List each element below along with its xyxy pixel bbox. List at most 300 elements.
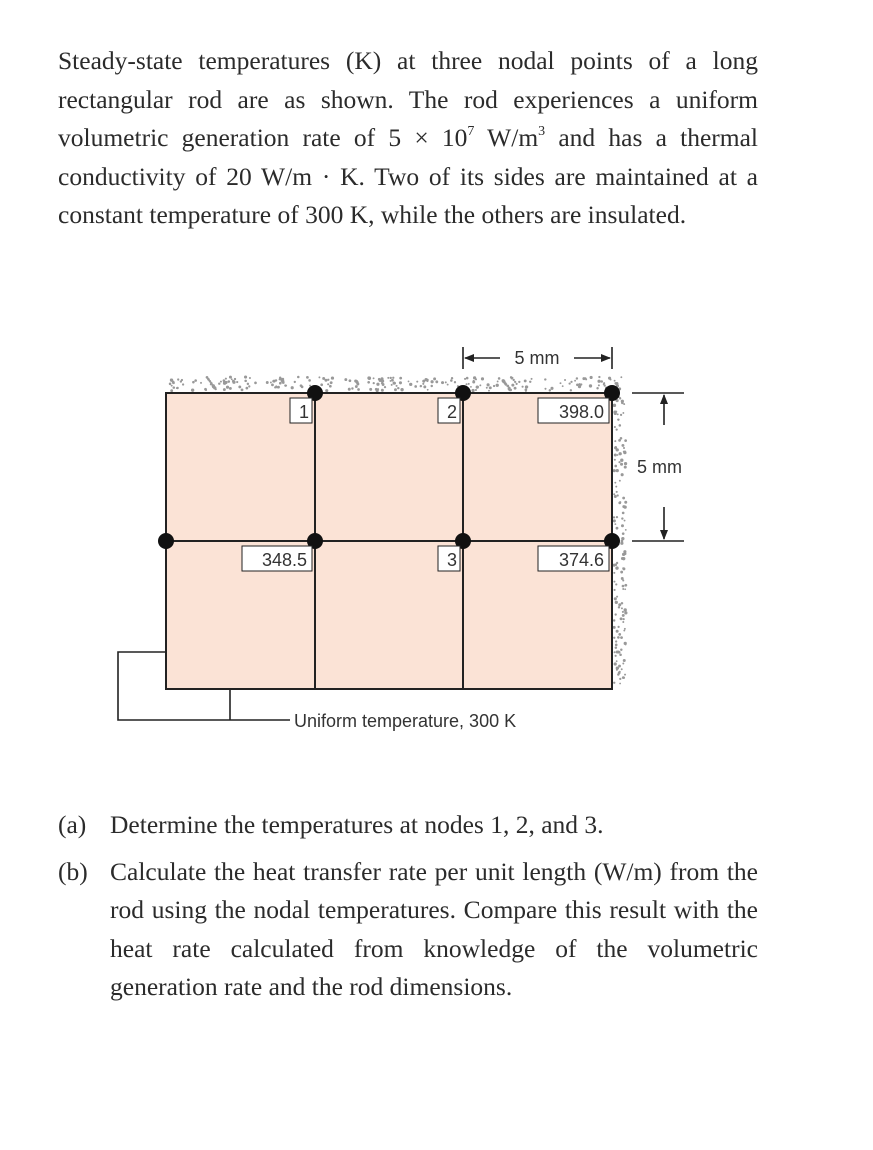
insulation-dot: [241, 388, 244, 391]
insulation-dot: [617, 673, 619, 675]
insulation-dot: [414, 385, 417, 388]
insulation-dot: [514, 381, 516, 383]
insulation-dot: [598, 376, 600, 378]
insulation-dot: [200, 382, 202, 384]
insulation-dot: [427, 389, 429, 391]
insulation-dot: [615, 446, 617, 448]
insulation-dot: [234, 378, 236, 380]
insulation-dot: [621, 524, 624, 527]
insulation-dot: [170, 389, 173, 392]
insulation-dot: [616, 596, 618, 598]
insulation-dot: [481, 377, 484, 380]
insulation-dot: [433, 377, 436, 380]
insulation-dot: [445, 381, 447, 383]
insulation-dot: [619, 424, 622, 427]
insulation-dot: [367, 376, 370, 379]
insulation-dot: [560, 382, 562, 384]
temperature-mid-left: 348.5: [261, 550, 307, 570]
insulation-dot: [244, 380, 247, 383]
insulation-dot: [614, 380, 616, 382]
insulation-dot: [430, 380, 433, 383]
insulation-dot: [614, 426, 616, 428]
insulation-dot: [589, 384, 592, 387]
insulation-dot: [218, 382, 220, 384]
insulation-dot: [390, 377, 392, 379]
question-list: [58, 806, 758, 1015]
insulation-dot: [279, 382, 282, 385]
insulation-dot: [223, 380, 225, 382]
insulation-dot: [613, 589, 615, 591]
insulation-dot: [392, 377, 394, 379]
insulation-dot: [324, 379, 327, 382]
insulation-dot: [620, 414, 622, 416]
insulation-dot: [621, 517, 623, 519]
insulation-dot: [399, 381, 402, 384]
insulation-dot: [624, 628, 626, 630]
insulation-dot: [376, 383, 379, 386]
insulation-dot: [488, 390, 490, 392]
insulation-dot: [622, 676, 625, 679]
insulation-dot: [624, 584, 627, 587]
insulation-dot: [531, 378, 533, 380]
insulation-dot: [487, 383, 490, 386]
insulation-dot: [615, 486, 617, 488]
insulation-dot: [297, 376, 300, 379]
insulation-dot: [391, 384, 393, 386]
insulation-dot: [373, 382, 375, 384]
insulation-dot: [349, 379, 352, 382]
insulation-dot: [576, 377, 578, 379]
insulation-dot: [285, 385, 287, 387]
insulation-dot: [616, 429, 618, 431]
insulation-dot: [194, 379, 197, 382]
insulation-dot: [624, 520, 626, 522]
top-dimension-label: 5 mm: [514, 348, 560, 368]
insulation-dot: [525, 390, 527, 392]
insulation-dot: [272, 380, 274, 382]
insulation-dot: [238, 385, 241, 388]
insulation-dot: [390, 380, 392, 382]
insulation-dot: [617, 454, 619, 456]
insulation-dot: [613, 493, 615, 495]
question-tag: (b): [58, 856, 88, 886]
node-label-2: 2: [446, 402, 457, 422]
insulation-dot: [394, 388, 397, 391]
insulation-dot: [617, 494, 619, 496]
insulation-dot: [544, 388, 546, 390]
insulation-dot: [623, 659, 626, 662]
insulation-dot: [550, 387, 553, 390]
insulation-dot: [518, 381, 520, 383]
insulation-dot: [516, 383, 518, 385]
insulation-dot: [300, 384, 303, 387]
insulation-dot: [615, 646, 617, 648]
insulation-dot: [400, 388, 403, 391]
insulation-dot: [476, 385, 479, 388]
insulation-dot: [226, 386, 229, 389]
insulation-dot: [619, 480, 621, 482]
insulation-dot: [613, 637, 615, 639]
insulation-dot: [170, 379, 173, 382]
insulation-dot: [619, 683, 621, 685]
insulation-dot: [173, 386, 176, 389]
insulation-dot: [582, 377, 585, 380]
insulation-dot: [617, 626, 619, 628]
insulation-dot: [617, 413, 619, 415]
insulation-dot: [623, 447, 625, 449]
insulation-dot: [569, 383, 571, 385]
insulation-dot: [381, 389, 384, 392]
insulation-dot: [614, 482, 616, 484]
insulation-dot: [619, 501, 621, 503]
insulation-dot: [622, 567, 624, 569]
insulation-dot: [622, 621, 624, 623]
insulation-dot: [223, 388, 226, 391]
insulation-dot: [614, 651, 616, 653]
insulation-dot: [600, 380, 603, 383]
insulation-dot: [621, 607, 623, 609]
insulation-dot: [616, 527, 619, 530]
insulation-dot: [624, 611, 627, 614]
insulation-dot: [486, 387, 488, 389]
insulation-dot: [613, 564, 616, 567]
insulation-dot: [613, 626, 616, 629]
insulation-dot: [620, 459, 623, 462]
insulation-dot: [623, 630, 625, 632]
insulation-dot: [620, 617, 623, 620]
insulation-dot: [624, 462, 627, 465]
insulation-dot: [623, 403, 625, 405]
insulation-dot: [369, 388, 372, 391]
problem-statement: Steady-state temperatures (K) at three nodal points of a long rectangular rod are as shown. The rod experiences a uniform volumetric generation rate of $5 \times 10^7$ $W/m^3$ and has a thermal conductivity of 20 W/m · K. Two of its sides are maintained at a constant temperature of 300 K, while the others are insulated.: [58, 46, 758, 229]
insulation-dot: [616, 667, 619, 670]
insulation-dot: [615, 566, 618, 569]
insulation-dot: [277, 386, 280, 389]
insulation-dot: [620, 463, 623, 466]
insulation-dot: [227, 380, 230, 383]
question-tag: (a): [58, 810, 87, 839]
insulation-dot: [431, 385, 433, 387]
boundary-label: Uniform temperature, 300 K: [294, 711, 517, 731]
insulation-dot: [275, 379, 277, 381]
insulation-dot: [470, 386, 472, 388]
insulation-dot: [624, 505, 627, 508]
insulation-dot: [424, 378, 427, 381]
insulation-dot: [624, 466, 627, 469]
insulation-dot: [391, 379, 394, 382]
insulation-dot: [450, 379, 453, 382]
insulation-dot: [576, 383, 579, 386]
insulation-dot: [177, 378, 179, 380]
insulation-dot: [524, 379, 527, 382]
insulation-dot: [522, 386, 524, 388]
insulation-dot: [176, 387, 178, 389]
insulation-dot: [616, 516, 618, 518]
insulation-dot: [468, 383, 470, 385]
insulation-dot: [603, 382, 605, 384]
insulation-dot: [357, 388, 360, 391]
insulation-dot: [624, 608, 627, 611]
insulation-dot: [408, 380, 410, 382]
insulation-dot: [549, 389, 551, 391]
insulation-dot: [624, 439, 627, 442]
insulation-dot: [382, 383, 385, 386]
insulation-dot: [614, 523, 616, 525]
insulation-dot: [498, 377, 501, 380]
insulation-dot: [420, 385, 422, 387]
insulation-dot: [308, 379, 311, 382]
insulation-dot: [620, 649, 622, 651]
insulation-dot: [621, 473, 624, 476]
insulation-dot: [248, 385, 250, 387]
insulation-dot: [620, 542, 623, 545]
insulation-dot: [409, 383, 412, 386]
insulation-dot: [348, 388, 351, 391]
insulation-dot: [322, 377, 325, 380]
insulation-dot: [622, 585, 625, 588]
insulation-dot: [622, 663, 624, 665]
arrowhead: [601, 354, 611, 362]
insulation-dot: [232, 380, 235, 383]
insulation-dot: [464, 378, 466, 380]
insulation-dot: [529, 381, 531, 383]
insulation-dot: [622, 611, 624, 613]
insulation-dot: [493, 385, 495, 387]
insulation-dot: [620, 571, 623, 574]
insulation-dot: [435, 380, 438, 383]
insulation-dot: [621, 444, 624, 447]
insulation-dot: [320, 383, 323, 386]
insulation-dot: [205, 389, 207, 391]
insulation-dot: [422, 383, 424, 385]
insulation-dot: [447, 384, 449, 386]
insulation-dot: [416, 381, 418, 383]
insulation-dot: [624, 501, 627, 504]
insulation-dot: [331, 376, 334, 379]
insulation-dot: [618, 603, 621, 606]
insulation-dot: [614, 613, 616, 615]
insulation-dot: [598, 384, 600, 386]
insulation-dot: [294, 381, 296, 383]
insulation-dot: [580, 383, 582, 385]
insulation-dot: [562, 385, 564, 387]
insulation-dot: [613, 581, 615, 583]
insulation-dot: [393, 382, 396, 385]
insulation-dot: [475, 389, 477, 391]
insulation-dot: [511, 377, 513, 379]
insulation-dot: [619, 653, 622, 656]
insulation-dot: [614, 662, 617, 665]
insulation-dot: [497, 381, 499, 383]
insulation-dot: [384, 386, 386, 388]
insulation-dot: [356, 381, 359, 384]
insulation-dot: [479, 384, 481, 386]
insulation-dot: [620, 636, 623, 639]
arrowhead: [660, 530, 668, 540]
insulation-dot: [618, 606, 620, 608]
node-marker: [158, 533, 174, 549]
insulation-dot: [344, 378, 347, 381]
insulation-dot: [192, 381, 195, 384]
insulation-dot: [274, 386, 276, 388]
insulation-dot: [622, 512, 625, 515]
insulation-dot: [377, 388, 379, 390]
insulation-dot: [622, 614, 625, 617]
temperature-top-right: 398.0: [558, 402, 604, 422]
insulation-dot: [618, 671, 620, 673]
insulation-dot: [574, 380, 576, 382]
insulation-dot: [613, 469, 616, 472]
insulation-dot: [397, 387, 399, 389]
insulation-dot: [454, 381, 456, 383]
insulation-dot: [615, 640, 617, 642]
insulation-dot: [291, 386, 294, 389]
temperature-mid-right: 374.6: [558, 550, 604, 570]
insulation-dot: [616, 448, 619, 451]
insulation-dot: [615, 601, 618, 604]
insulation-dot: [225, 378, 227, 380]
insulation-dot: [614, 597, 617, 600]
insulation-dot: [215, 388, 217, 390]
insulation-dot: [236, 381, 238, 383]
insulation-dot: [306, 376, 309, 379]
insulation-dot: [623, 451, 625, 453]
insulation-dot: [614, 453, 617, 456]
insulation-dot: [473, 376, 476, 379]
insulation-dot: [387, 377, 389, 379]
insulation-dot: [327, 383, 329, 385]
insulation-dot: [466, 383, 468, 385]
insulation-dot: [617, 636, 620, 639]
insulation-dot: [351, 387, 353, 389]
insulation-dot: [613, 404, 616, 407]
insulation-dot: [621, 602, 623, 604]
question-item: [58, 806, 758, 845]
insulation-dot: [229, 387, 232, 390]
insulation-dot: [624, 552, 627, 555]
insulation-dot: [616, 651, 619, 654]
insulation-dot: [171, 385, 173, 387]
insulation-dot: [624, 588, 626, 590]
insulation-dot: [466, 377, 469, 380]
insulation-dot: [613, 619, 615, 621]
insulation-dot: [620, 437, 623, 440]
insulation-dot: [622, 532, 625, 535]
insulation-dot: [423, 385, 426, 388]
insulation-dot: [329, 385, 332, 388]
insulation-dot: [246, 387, 249, 390]
insulation-dot: [617, 418, 619, 420]
insulation-dot: [615, 655, 617, 657]
insulation-dot: [244, 375, 247, 378]
insulation-dot: [441, 381, 444, 384]
insulation-dot: [396, 385, 398, 387]
insulation-dot: [585, 378, 587, 380]
insulation-dot: [625, 644, 627, 646]
insulation-dot: [618, 461, 620, 463]
insulation-dot: [619, 452, 622, 455]
insulation-dot: [616, 660, 618, 662]
insulation-dot: [619, 678, 621, 680]
insulation-dot: [622, 588, 624, 590]
insulation-dot: [614, 495, 617, 498]
insulation-dot: [182, 383, 184, 385]
insulation-dot: [471, 389, 474, 392]
insulation-dot: [596, 387, 598, 389]
insulation-dot: [616, 630, 619, 633]
insulation-dot: [514, 387, 517, 390]
insulation-dot: [325, 389, 328, 392]
question-text: Calculate the heat transfer rate per unit length (W/m) from the rod using the nodal temperatures. Compare this result with the heat rate calculated from knowledge of the volumetric generation rate and the rod dimensions.: [110, 856, 758, 1001]
insulation-dot: [544, 378, 546, 380]
insulation-dot: [614, 440, 616, 442]
side-dimension-label: 5 mm: [637, 457, 682, 477]
insulation-dot: [613, 572, 615, 574]
insulation-dot: [496, 384, 499, 387]
insulation-dot: [172, 382, 175, 385]
insulation-dot: [511, 384, 514, 387]
insulation-dot: [513, 379, 515, 381]
insulation-dot: [327, 379, 329, 381]
insulation-dot: [625, 529, 627, 531]
arrowhead: [464, 354, 474, 362]
insulation-dot: [613, 516, 615, 518]
insulation-dot: [623, 618, 625, 620]
insulation-dot: [367, 381, 370, 384]
arrowhead: [660, 394, 668, 404]
insulation-dot: [249, 377, 251, 379]
insulation-dot: [229, 376, 232, 379]
insulation-dot: [373, 377, 375, 379]
insulation-dot: [220, 381, 222, 383]
insulation-dot: [624, 674, 626, 676]
insulation-dot: [231, 378, 233, 380]
question-text: Determine the temperatures at nodes 1, 2, and 3.: [110, 810, 604, 839]
insulation-dot: [505, 383, 508, 386]
insulation-dot: [508, 388, 511, 391]
insulation-dot: [247, 383, 249, 385]
insulation-dot: [610, 378, 612, 380]
insulation-dot: [181, 379, 183, 381]
insulation-dot: [399, 377, 402, 380]
insulation-dot: [570, 389, 572, 391]
insulation-dot: [355, 385, 358, 388]
insulation-dot: [621, 668, 623, 670]
insulation-dot: [604, 384, 606, 386]
insulation-dot: [615, 411, 617, 413]
insulation-dot: [616, 491, 618, 493]
insulation-dot: [618, 633, 621, 636]
insulation-dot: [279, 378, 281, 380]
insulation-dot: [613, 682, 615, 684]
insulation-dot: [614, 459, 616, 461]
insulation-dot: [621, 557, 624, 560]
insulation-dot: [622, 497, 625, 500]
node-label-3: 3: [446, 550, 457, 570]
insulation-dot: [597, 380, 600, 383]
insulation-dot: [271, 384, 274, 387]
insulation-dot: [570, 381, 572, 383]
insulation-dot: [451, 377, 453, 379]
insulation-dot: [615, 644, 618, 647]
insulation-dot: [169, 383, 172, 386]
insulation-dot: [614, 465, 617, 468]
insulation-dot: [616, 469, 619, 472]
insulation-dot: [254, 382, 257, 385]
insulation-dot: [381, 379, 384, 382]
insulation-dot: [525, 385, 528, 388]
insulation-dot: [615, 382, 618, 385]
